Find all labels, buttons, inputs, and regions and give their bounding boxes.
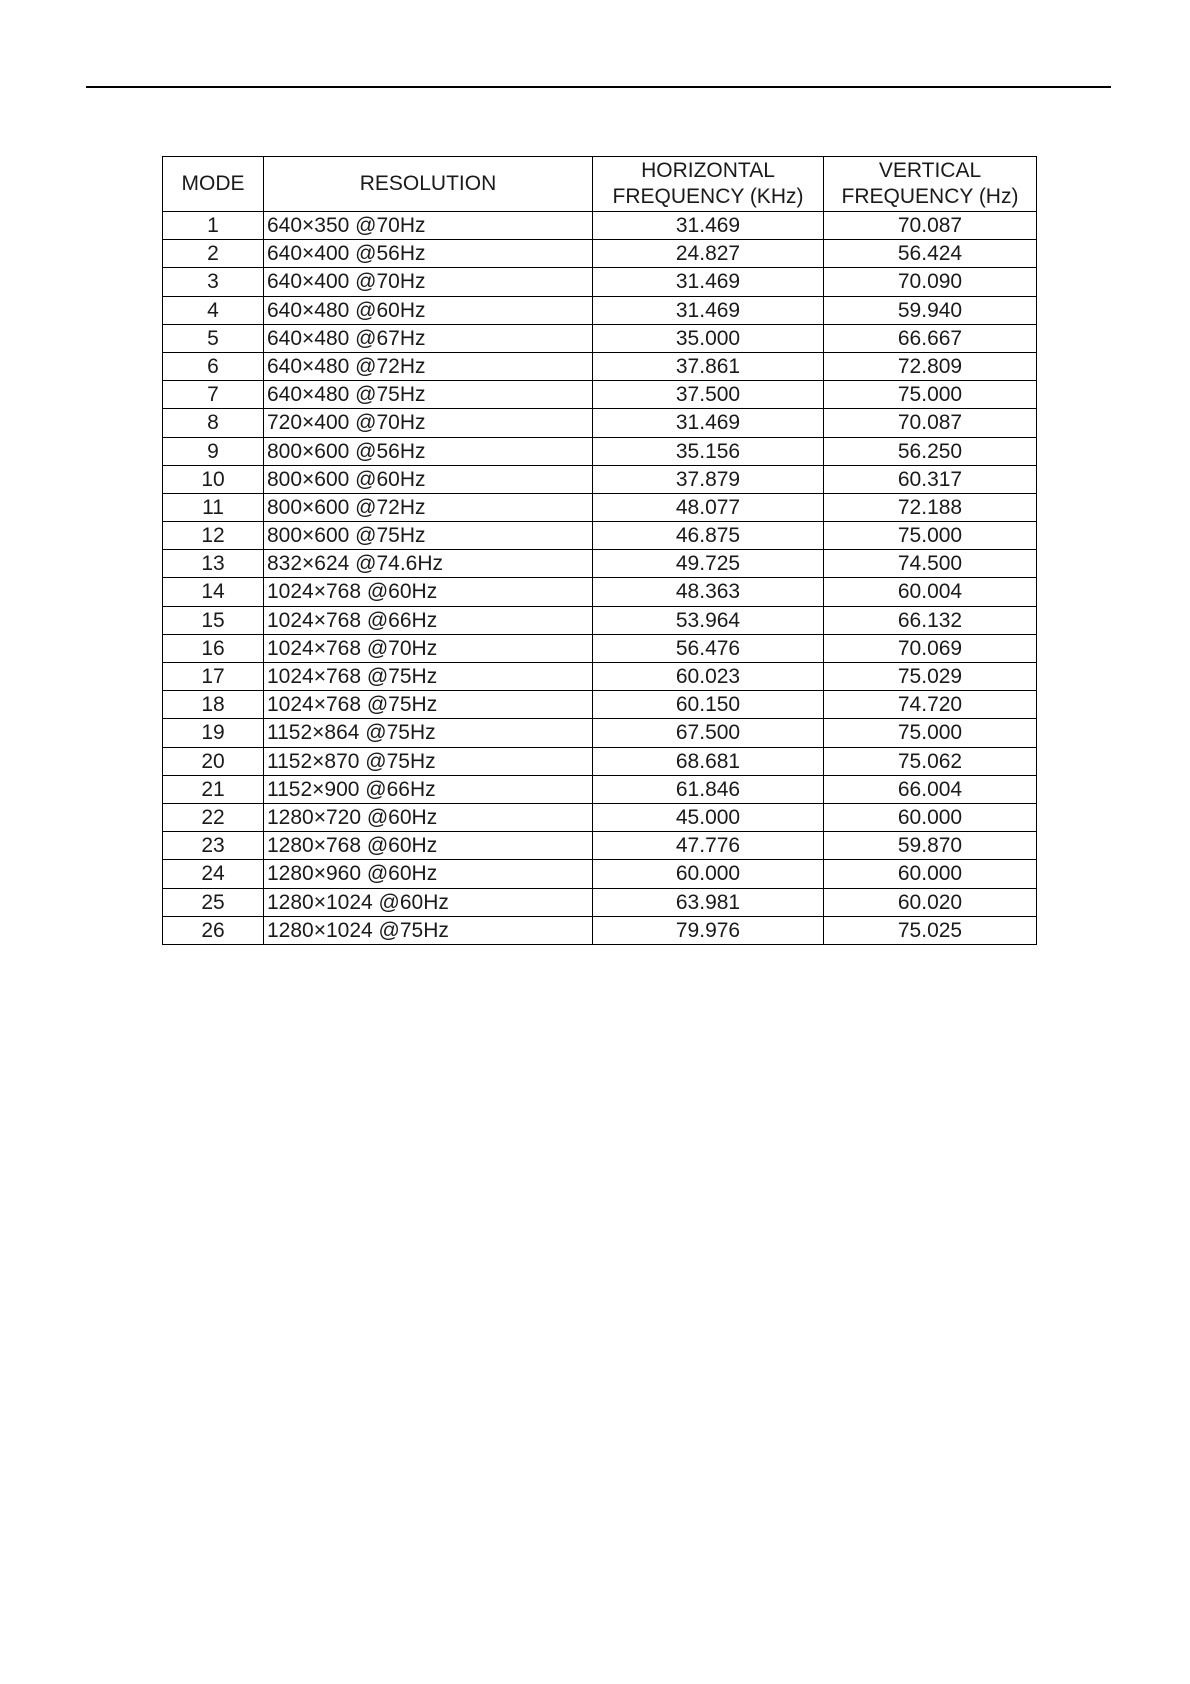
- vertical-frequency-cell: 74.720: [824, 691, 1037, 719]
- vertical-frequency-cell: 70.087: [824, 212, 1037, 240]
- resolution-cell: 800×600 @72Hz: [264, 493, 593, 521]
- vertical-frequency-cell: 70.069: [824, 634, 1037, 662]
- table-row: [163, 381, 1037, 409]
- table-row: [163, 409, 1037, 437]
- resolution-cell: 1152×870 @75Hz: [264, 747, 593, 775]
- resolution-cell: 640×400 @56Hz: [264, 240, 593, 268]
- header-vertical-line1: VERTICAL: [878, 159, 982, 182]
- resolution-cell: 1280×960 @60Hz: [264, 860, 593, 888]
- vertical-frequency-cell: 60.000: [824, 803, 1037, 831]
- horizontal-frequency-cell: 37.861: [593, 352, 824, 380]
- resolution-cell: 800×600 @56Hz: [264, 437, 593, 465]
- vertical-frequency-cell: 66.132: [824, 606, 1037, 634]
- vertical-frequency-cell: 75.000: [824, 719, 1037, 747]
- mode-cell: 18: [163, 691, 264, 719]
- vertical-frequency-cell: 56.424: [824, 240, 1037, 268]
- mode-cell: 4: [163, 296, 264, 324]
- mode-cell: 24: [163, 860, 264, 888]
- horizontal-frequency-cell: 60.023: [593, 663, 824, 691]
- resolution-cell: 720×400 @70Hz: [264, 409, 593, 437]
- horizontal-frequency-cell: 31.469: [593, 296, 824, 324]
- resolution-cell: 640×480 @72Hz: [264, 352, 593, 380]
- resolution-cell: 832×624 @74.6Hz: [264, 550, 593, 578]
- resolution-cell: 1152×864 @75Hz: [264, 719, 593, 747]
- resolution-cell: 1024×768 @60Hz: [264, 578, 593, 606]
- horizontal-frequency-cell: 31.469: [593, 212, 824, 240]
- vertical-frequency-cell: 66.667: [824, 324, 1037, 352]
- vertical-frequency-cell: 74.500: [824, 550, 1037, 578]
- table-row: [163, 916, 1037, 944]
- resolution-cell: 1024×768 @75Hz: [264, 691, 593, 719]
- mode-cell: 8: [163, 409, 264, 437]
- horizontal-frequency-cell: 47.776: [593, 832, 824, 860]
- vertical-frequency-cell: 72.188: [824, 493, 1037, 521]
- horizontal-frequency-cell: 68.681: [593, 747, 824, 775]
- resolution-cell: 1280×1024 @60Hz: [264, 888, 593, 916]
- mode-cell: 15: [163, 606, 264, 634]
- horizontal-frequency-cell: 35.156: [593, 437, 824, 465]
- resolution-cell: 1280×720 @60Hz: [264, 803, 593, 831]
- table-row: [163, 296, 1037, 324]
- vertical-frequency-cell: 59.870: [824, 832, 1037, 860]
- mode-cell: 1: [163, 212, 264, 240]
- horizontal-frequency-cell: 31.469: [593, 409, 824, 437]
- table-row: [163, 240, 1037, 268]
- horizontal-frequency-cell: 31.469: [593, 268, 824, 296]
- resolution-cell: 1152×900 @66Hz: [264, 775, 593, 803]
- table-row: [163, 522, 1037, 550]
- mode-cell: 5: [163, 324, 264, 352]
- table-row: [163, 324, 1037, 352]
- vertical-frequency-cell: 75.025: [824, 916, 1037, 944]
- timing-mode-table: [162, 156, 1037, 945]
- top-divider-line: [86, 86, 1111, 88]
- table-header: [163, 157, 1037, 212]
- resolution-cell: 640×400 @70Hz: [264, 268, 593, 296]
- horizontal-frequency-cell: 46.875: [593, 522, 824, 550]
- header-mode: MODE: [163, 157, 264, 212]
- horizontal-frequency-cell: 79.976: [593, 916, 824, 944]
- horizontal-frequency-cell: 61.846: [593, 775, 824, 803]
- horizontal-frequency-cell: 49.725: [593, 550, 824, 578]
- mode-cell: 17: [163, 663, 264, 691]
- header-horizontal-frequency: [593, 157, 824, 212]
- mode-cell: 26: [163, 916, 264, 944]
- mode-cell: 6: [163, 352, 264, 380]
- mode-cell: 25: [163, 888, 264, 916]
- table-row: [163, 634, 1037, 662]
- table-body: [163, 212, 1037, 945]
- resolution-cell: 800×600 @75Hz: [264, 522, 593, 550]
- resolution-cell: 1024×768 @70Hz: [264, 634, 593, 662]
- mode-cell: 21: [163, 775, 264, 803]
- table-row: [163, 550, 1037, 578]
- resolution-cell: 640×480 @75Hz: [264, 381, 593, 409]
- horizontal-frequency-cell: 48.363: [593, 578, 824, 606]
- table-row: [163, 832, 1037, 860]
- vertical-frequency-cell: 56.250: [824, 437, 1037, 465]
- vertical-frequency-cell: 60.004: [824, 578, 1037, 606]
- table-row: [163, 352, 1037, 380]
- resolution-cell: 640×480 @60Hz: [264, 296, 593, 324]
- vertical-frequency-cell: 75.062: [824, 747, 1037, 775]
- resolution-cell: 1280×1024 @75Hz: [264, 916, 593, 944]
- table-row: [163, 747, 1037, 775]
- table-row: [163, 691, 1037, 719]
- table-row: [163, 606, 1037, 634]
- table-row: [163, 465, 1037, 493]
- mode-cell: 20: [163, 747, 264, 775]
- vertical-frequency-cell: 70.090: [824, 268, 1037, 296]
- horizontal-frequency-cell: 37.879: [593, 465, 824, 493]
- mode-cell: 11: [163, 493, 264, 521]
- horizontal-frequency-cell: 53.964: [593, 606, 824, 634]
- vertical-frequency-cell: 60.000: [824, 860, 1037, 888]
- mode-cell: 10: [163, 465, 264, 493]
- mode-cell: 7: [163, 381, 264, 409]
- horizontal-frequency-cell: 35.000: [593, 324, 824, 352]
- vertical-frequency-cell: 66.004: [824, 775, 1037, 803]
- table-row: [163, 437, 1037, 465]
- vertical-frequency-cell: 60.317: [824, 465, 1037, 493]
- resolution-cell: 1024×768 @75Hz: [264, 663, 593, 691]
- table-row: [163, 803, 1037, 831]
- resolution-cell: 1024×768 @66Hz: [264, 606, 593, 634]
- table-row: [163, 719, 1037, 747]
- resolution-cell: 1280×768 @60Hz: [264, 832, 593, 860]
- horizontal-frequency-cell: 45.000: [593, 803, 824, 831]
- horizontal-frequency-cell: 56.476: [593, 634, 824, 662]
- vertical-frequency-cell: 75.000: [824, 522, 1037, 550]
- table-row: [163, 775, 1037, 803]
- header-vertical-frequency: [824, 157, 1037, 212]
- mode-cell: 3: [163, 268, 264, 296]
- horizontal-frequency-cell: 60.000: [593, 860, 824, 888]
- header-horizontal-line2: FREQUENCY (KHz): [612, 185, 804, 208]
- resolution-cell: 800×600 @60Hz: [264, 465, 593, 493]
- table-row: [163, 212, 1037, 240]
- table-row: [163, 888, 1037, 916]
- resolution-cell: 640×350 @70Hz: [264, 212, 593, 240]
- mode-cell: 14: [163, 578, 264, 606]
- mode-cell: 9: [163, 437, 264, 465]
- table-row: [163, 578, 1037, 606]
- header-horizontal-line1: HORIZONTAL: [641, 159, 775, 182]
- horizontal-frequency-cell: 60.150: [593, 691, 824, 719]
- mode-cell: 23: [163, 832, 264, 860]
- table-row: [163, 493, 1037, 521]
- mode-cell: 19: [163, 719, 264, 747]
- resolution-cell: 640×480 @67Hz: [264, 324, 593, 352]
- horizontal-frequency-cell: 37.500: [593, 381, 824, 409]
- vertical-frequency-cell: 70.087: [824, 409, 1037, 437]
- horizontal-frequency-cell: 48.077: [593, 493, 824, 521]
- vertical-frequency-cell: 72.809: [824, 352, 1037, 380]
- mode-cell: 22: [163, 803, 264, 831]
- horizontal-frequency-cell: 63.981: [593, 888, 824, 916]
- table-row: [163, 663, 1037, 691]
- horizontal-frequency-cell: 67.500: [593, 719, 824, 747]
- vertical-frequency-cell: 75.029: [824, 663, 1037, 691]
- table-row: [163, 268, 1037, 296]
- vertical-frequency-cell: 75.000: [824, 381, 1037, 409]
- header-vertical-line2: FREQUENCY (Hz): [841, 185, 1019, 208]
- mode-cell: 12: [163, 522, 264, 550]
- mode-cell: 16: [163, 634, 264, 662]
- mode-cell: 13: [163, 550, 264, 578]
- vertical-frequency-cell: 59.940: [824, 296, 1037, 324]
- header-resolution: RESOLUTION: [264, 157, 593, 212]
- table-row: [163, 860, 1037, 888]
- header-row: [163, 157, 1037, 212]
- horizontal-frequency-cell: 24.827: [593, 240, 824, 268]
- mode-cell: 2: [163, 240, 264, 268]
- vertical-frequency-cell: 60.020: [824, 888, 1037, 916]
